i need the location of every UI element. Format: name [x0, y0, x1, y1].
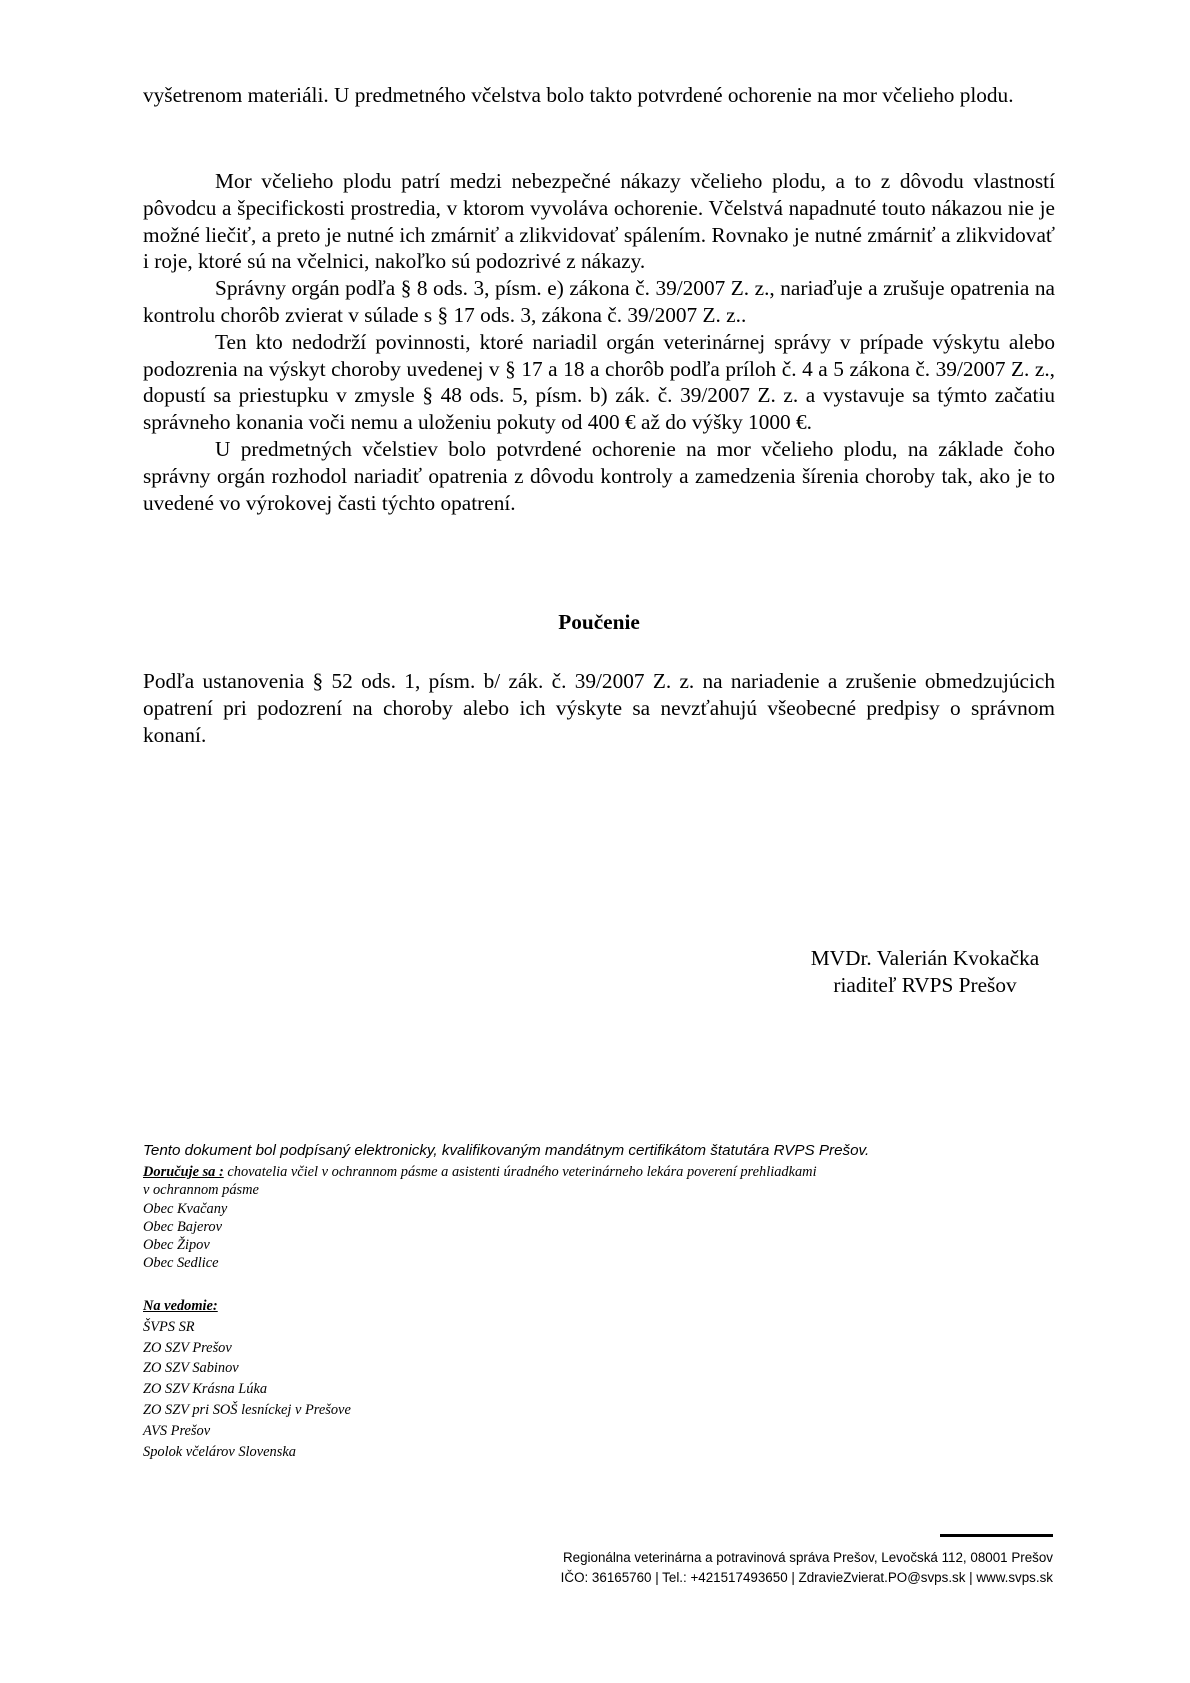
- information-label: Na vedomie:: [143, 1298, 218, 1314]
- information-item: ZO SZV pri SOŠ lesníckej v Prešove: [143, 1401, 351, 1418]
- footer: [561, 1548, 1053, 1588]
- poucenie-section: [143, 668, 1055, 748]
- opening-paragraph: [143, 82, 1055, 109]
- paragraph-5: U predmetných včelstiev bolo potvrdené ochorenie na mor včelieho plodu, na základe čoho správny orgán rozhodol nariadiť opatrenia z dôvodu kontroly a zamedzenia šírenia choroby tak, ako je to uvedené vo výrokovej časti týchto opatrení.: [143, 436, 1055, 515]
- delivery-item: v ochrannom pásme: [143, 1182, 259, 1199]
- delivery-item: Obec Sedlice: [143, 1255, 219, 1272]
- poucenie-heading: Poučenie: [558, 610, 640, 634]
- information-list: [143, 1296, 1043, 1462]
- delivery-item: Obec Žipov: [143, 1237, 210, 1254]
- paragraph-3: Správny orgán podľa § 8 ods. 3, písm. e) zákona č. 39/2007 Z. z., nariaďuje a zrušuje opatrenia na kontrolu chorôb zvierat v súlade s § 17 ods. 3, zákona č. 39/2007 Z. z..: [143, 276, 1055, 327]
- paragraph-2: Mor včelieho plodu patrí medzi nebezpečné nákazy včelieho plodu, a to z dôvodu vlastností pôvodcu a špecifickosti prostredia, v ktorom vyvoláva ochorenie. Včelstvá napadnuté touto nákazou nie je možné liečiť, a preto je nutné ich zmárniť a zlikvidovať spálením. Rovnako je nutné zmárniť a zlikvidovať i roje, ktoré sú na včelnici, nakoľko sú podozrivé z nákazy.: [143, 169, 1055, 274]
- paragraph-1: vyšetrenom materiáli. U predmetného včelstva bolo takto potvrdené ochorenie na mor včelieho plodu.: [143, 83, 1014, 107]
- information-item: Spolok včelárov Slovenska: [143, 1443, 296, 1460]
- delivery-label: Doručuje sa :: [143, 1164, 224, 1180]
- information-item: ŠVPS SR: [143, 1318, 195, 1335]
- poucenie-text: Podľa ustanovenia § 52 ods. 1, písm. b/ zák. č. 39/2007 Z. z. na nariadenie a zrušenie obmedzujúcich opatrení pri podozrení na choroby alebo ich výskyte sa nevzťahujú všeobecné predpisy o správnom konaní.: [143, 669, 1055, 747]
- delivery-item: Obec Kvačany: [143, 1200, 228, 1217]
- signature-block: [760, 945, 1090, 999]
- footer-divider: [940, 1534, 1053, 1537]
- delivery-item: Obec Bajerov: [143, 1218, 222, 1235]
- footer-address: Regionálna veterinárna a potravinová správa Prešov, Levočská 112, 08001 Prešov: [562, 1550, 1053, 1565]
- delivery-recipients: chovatelia včiel v ochrannom pásme a asistenti úradného veterinárneho lekára poverení prehliadkami: [223, 1164, 817, 1180]
- information-item: AVS Prešov: [143, 1422, 211, 1439]
- footer-contacts: IČO: 36165760 | Tel.: +421517493650 | ZdravieZvierat.PO@svps.sk | www.svps.sk: [560, 1570, 1053, 1585]
- paragraph-4: Ten kto nedodrží povinnosti, ktoré nariadil orgán veterinárnej správy v prípade výskytu alebo podozrenia na výskyt choroby uvedenej v § 17 a 18 a chorôb podľa príloh č. 4 a 5 zákona č. 39/2007 Z. z., dopustí sa priestupku v zmysle § 48 ods. 5, písm. b) zák. č. 39/2007 Z. z. a vystavuje sa týmto začatiu správneho konania voči nemu a uloženiu pokuty od 400 € až do výšky 1000 €.: [143, 329, 1055, 435]
- delivery-list: [143, 1163, 1043, 1273]
- information-item: ZO SZV Krásna Lúka: [143, 1381, 268, 1398]
- signatory-name: MVDr. Valerián Kvokačka: [810, 946, 1040, 970]
- information-item: ZO SZV Sabinov: [143, 1360, 239, 1377]
- information-item: ZO SZV Prešov: [143, 1339, 232, 1356]
- electronic-signature-note: Tento dokument bol podpísaný elektronicky, kvalifikovaným mandátnym certifikátom štatutára RVPS Prešov.: [143, 1142, 870, 1159]
- delivery-first-line: [143, 1163, 1043, 1181]
- reasoning-section: [143, 168, 1055, 516]
- signatory-title: riaditeľ RVPS Prešov: [833, 973, 1017, 997]
